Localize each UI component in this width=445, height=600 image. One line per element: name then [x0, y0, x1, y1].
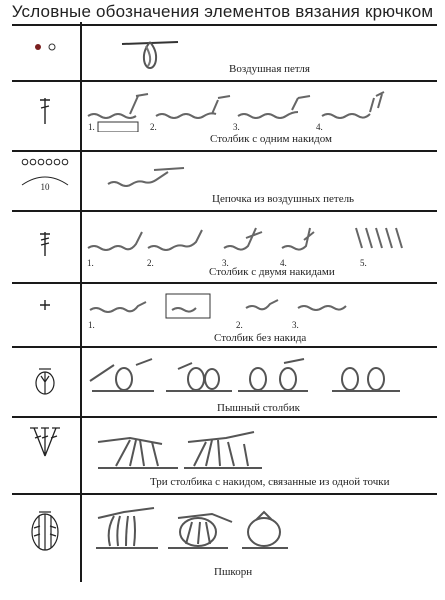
row-divider — [12, 346, 437, 348]
row-divider — [12, 493, 437, 495]
step-number: 4. — [316, 122, 323, 132]
step-number: 2. — [150, 122, 157, 132]
treble-crochet-symbol — [14, 230, 76, 258]
row-caption: Пышный столбик — [217, 402, 300, 414]
chain-stitch-symbol — [14, 40, 76, 54]
step-number: 3. — [233, 122, 240, 132]
double-crochet-illustration — [86, 88, 436, 132]
three-stitch-cluster-symbol — [14, 424, 76, 458]
puff-stitch-illustration — [88, 355, 408, 400]
popcorn-stitch-illustration — [92, 504, 292, 554]
row-divider — [12, 416, 437, 418]
row-caption: Цепочка из воздушных петель — [212, 193, 355, 205]
step-number: 3. — [292, 320, 299, 330]
page-title: Условные обозначения элементов вязания крючком — [11, 2, 434, 21]
chain-count-label: 10 — [40, 182, 50, 192]
column-divider — [80, 22, 82, 582]
row-caption: Воздушная петля — [229, 63, 310, 75]
step-number: 4. — [280, 258, 287, 268]
step-number: 2. — [147, 258, 154, 268]
row-divider — [12, 210, 437, 212]
double-crochet-symbol — [14, 96, 76, 126]
chain-stitch-illustration — [120, 34, 180, 74]
single-crochet-illustration — [86, 288, 356, 320]
puff-stitch-symbol — [14, 368, 76, 396]
row-caption: Столбик с двумя накидами — [209, 266, 335, 278]
row-divider — [12, 282, 437, 284]
step-number: 5. — [360, 258, 367, 268]
step-number: 3. — [222, 258, 229, 268]
single-crochet-symbol — [14, 298, 76, 312]
row-caption: Столбик без накида — [214, 332, 307, 344]
row-divider — [12, 150, 437, 152]
chain-of-loops-illustration — [104, 160, 194, 190]
step-number: 1. — [88, 122, 95, 132]
step-number: 1. — [88, 320, 95, 330]
row-caption: Три столбика с накидом, связанные из одной точки — [150, 476, 390, 488]
row-divider — [12, 80, 437, 82]
row-caption: Столбик с одним накидом — [210, 133, 333, 145]
header-divider — [12, 24, 437, 26]
step-number: 1. — [87, 258, 94, 268]
step-number: 2. — [236, 320, 243, 330]
popcorn-stitch-symbol — [14, 508, 76, 554]
three-stitch-cluster-illustration — [96, 428, 266, 473]
row-caption: Пшкорн — [214, 566, 253, 578]
